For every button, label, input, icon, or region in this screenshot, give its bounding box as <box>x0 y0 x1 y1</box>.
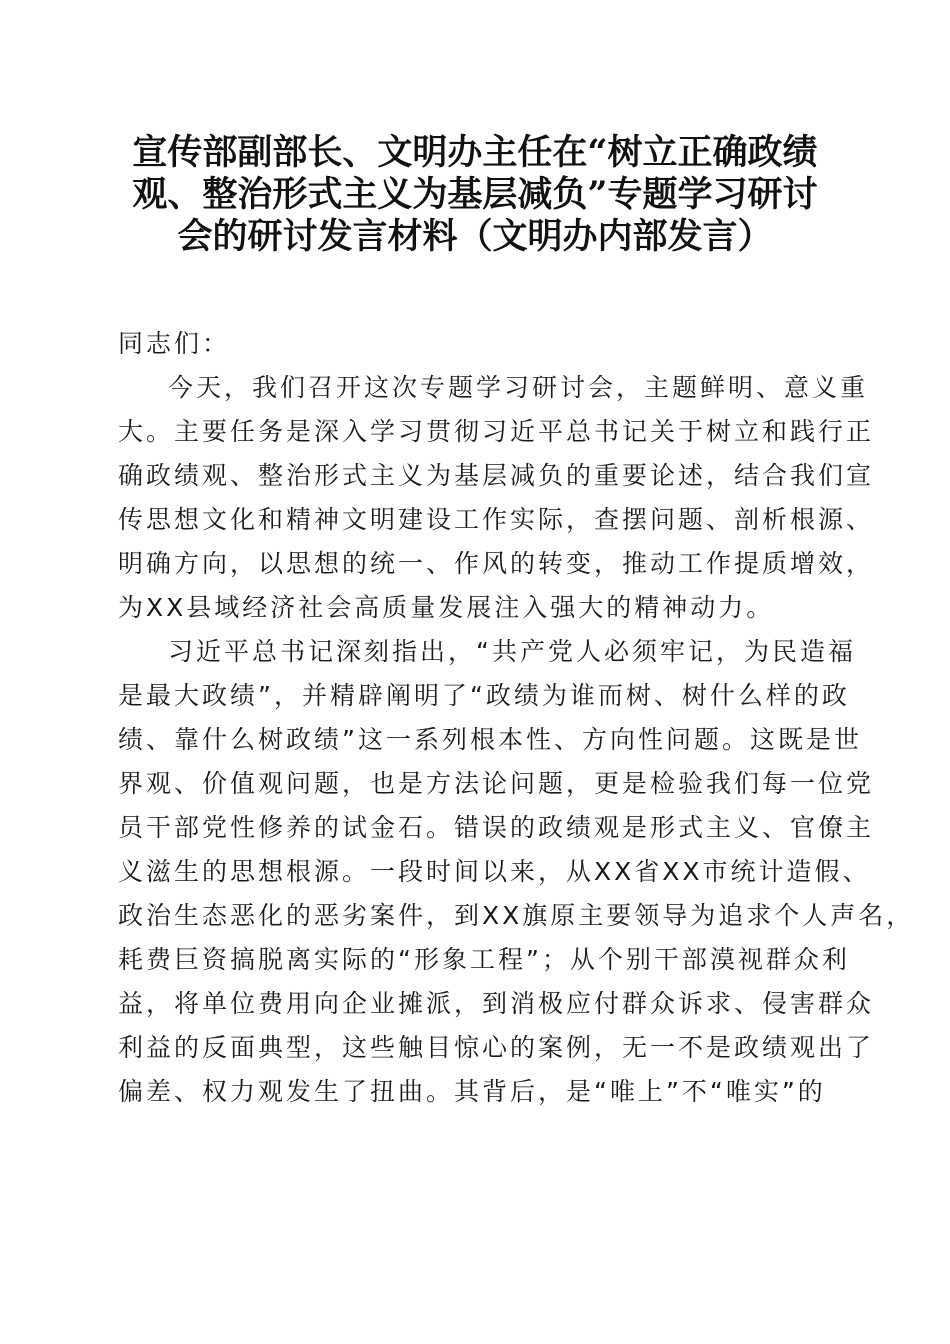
paragraph-line: 义滋生的思想根源。一段时间以来，从XX省XX市统计造假、 <box>118 857 871 886</box>
paragraph-line: 界观、价值观问题，也是方法论问题，更是检验我们每一位党 <box>118 769 875 798</box>
paragraph-line: 大。主要任务是深入学习贯彻习近平总书记关于树立和践行正 <box>118 417 875 446</box>
salutation: 同志们： <box>118 329 231 358</box>
paragraph-1 <box>118 366 875 630</box>
title-line: 观、整治形式主义为基层减负”专题学习研讨 <box>132 174 818 215</box>
paragraph-line: 益，将单位费用向企业摊派，到消极应付群众诉求、侵害群众 <box>118 989 875 1018</box>
paragraph-line: 是最大政绩”，并精辟阐明了“政绩为谁而树、树什么样的政 <box>118 681 850 710</box>
paragraph-line: 政治生态恶化的恶劣案件，到XX旗原主要领导为追求个人声名， <box>118 901 915 930</box>
paragraph-line: 传思想文化和精神文明建设工作实际，查摆问题、剖析根源、 <box>118 505 875 534</box>
paragraph-line: 明确方向，以思想的统一、作风的转变，推动工作提质增效， <box>118 549 875 578</box>
paragraph-line: 耗费巨资搞脱离实际的“形象工程”；从个别干部漠视群众利 <box>118 945 850 974</box>
paragraph-line: 确政绩观、整治形式主义为基层减负的重要论述，结合我们宣 <box>118 461 875 490</box>
paragraph-line: 员干部党性修养的试金石。错误的政绩观是形式主义、官僚主 <box>118 813 875 842</box>
paragraph-line: 利益的反面典型，这些触目惊心的案例，无一不是政绩观出了 <box>118 1033 875 1062</box>
document-body <box>118 322 915 1114</box>
paragraph-line: 绩、靠什么树政绩”这一系列根本性、方向性问题。这既是世 <box>118 725 862 754</box>
paragraph-line: 习近平总书记深刻指出，“共产党人必须牢记，为民造福 <box>168 637 856 666</box>
title-line: 宣传部副部长、文明办主任在“树立正确政绩 <box>132 132 818 173</box>
paragraph-2 <box>118 630 915 1114</box>
paragraph-line: 为XX县域经济社会高质量发展注入强大的精神动力。 <box>118 593 775 622</box>
title-line: 会的研讨发言材料（文明办内部发言） <box>177 216 773 257</box>
document-title <box>110 132 840 258</box>
paragraph-line: 今天，我们召开这次专题学习研讨会，主题鲜明、意义重 <box>168 373 869 402</box>
paragraph-line: 偏差、权力观发生了扭曲。其背后，是“唯上”不“唯实”的 <box>118 1077 826 1106</box>
